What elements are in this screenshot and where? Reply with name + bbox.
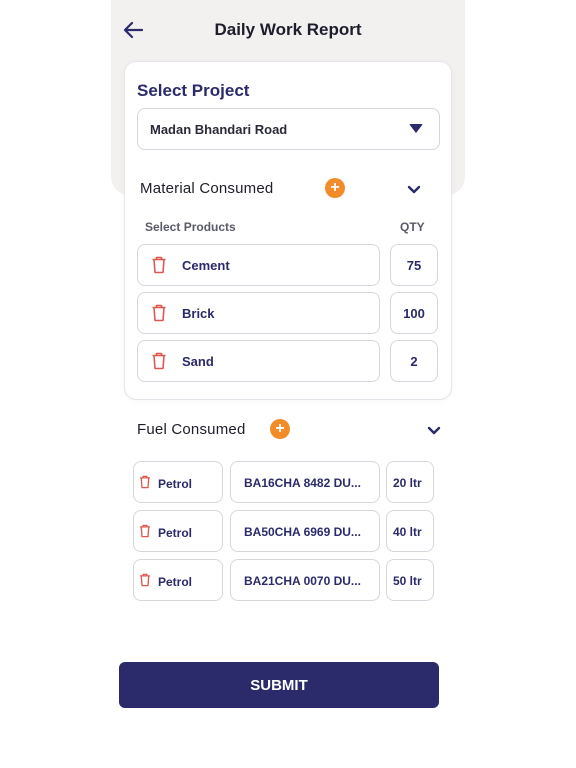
material-consumed-title: Material Consumed [140,180,274,197]
delete-fuel-button[interactable] [139,475,151,489]
fuel-type: Petrol [158,526,193,540]
select-products-header: Select Products [145,220,236,234]
vehicle-number: BA16CHA 8482 DU... [244,476,361,490]
qty-header: QTY [400,220,425,234]
delete-brick-button[interactable] [151,304,167,322]
fuel-amount: 40 ltr [393,525,422,539]
select-project-label: Select Project [137,81,250,100]
project-select[interactable] [137,108,440,150]
product-row-sand[interactable] [137,340,380,382]
trash-icon [151,352,167,370]
delete-cement-button[interactable] [151,256,167,274]
product-name: Sand [182,354,214,369]
plus-icon: + [275,420,285,437]
product-row-brick[interactable] [137,292,380,334]
trash-icon [139,475,151,489]
page-title: Daily Work Report [214,20,362,39]
qty-input[interactable]: 75 [390,244,438,286]
product-name: Cement [182,258,230,273]
fuel-amount: 20 ltr [393,476,422,490]
delete-fuel-button[interactable] [139,573,151,587]
chevron-down-icon [426,422,442,438]
qty-input[interactable]: 2 [390,340,438,382]
chevron-down-icon [406,181,422,197]
trash-icon [151,304,167,322]
back-button[interactable] [122,18,146,42]
trash-icon [151,256,167,274]
add-fuel-button[interactable] [270,419,290,439]
qty-input[interactable]: 100 [390,292,438,334]
vehicle-number: BA21CHA 0070 DU... [244,574,361,588]
fuel-consumed-title: Fuel Consumed [137,421,246,438]
delete-sand-button[interactable] [151,352,167,370]
trash-icon [139,524,151,538]
project-select-value: Madan Bhandari Road [150,121,288,137]
product-name: Brick [182,306,215,321]
material-collapse-toggle[interactable] [406,181,422,197]
submit-button[interactable]: SUBMIT [119,662,439,708]
trash-icon [139,573,151,587]
plus-icon: + [330,179,340,196]
fuel-type: Petrol [158,575,193,589]
fuel-amount: 50 ltr [393,574,422,588]
caret-down-icon [409,124,423,133]
fuel-collapse-toggle[interactable] [426,422,442,438]
add-material-button[interactable] [325,178,345,198]
vehicle-number: BA50CHA 6969 DU... [244,525,361,539]
fuel-type: Petrol [158,477,193,491]
delete-fuel-button[interactable] [139,524,151,538]
arrow-left-icon [122,18,146,42]
product-row-cement[interactable] [137,244,380,286]
